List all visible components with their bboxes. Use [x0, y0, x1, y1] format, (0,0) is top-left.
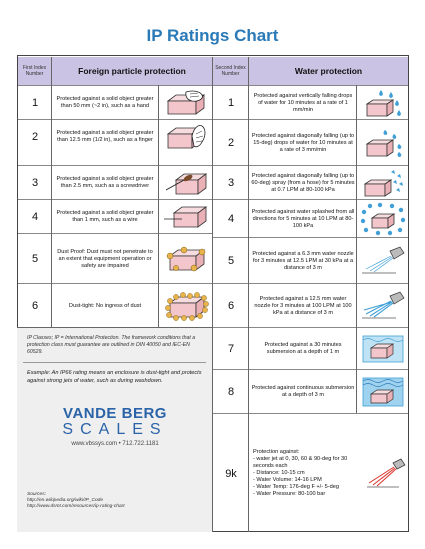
spray-icon [357, 166, 408, 200]
water-number: 3 [227, 177, 235, 189]
solid-number: 2 [31, 131, 39, 143]
solid-description: Protected against a solid object greater than 50 mm (~2 in), such as a hand [56, 96, 154, 109]
company-logo-name: VANDE BERG [63, 405, 167, 422]
deep-submersion-icon [357, 370, 408, 414]
solid-number: 5 [31, 253, 39, 265]
water-number: 6 [227, 300, 235, 312]
solid-description: Protected against a solid object greater than 2.5 mm, such as a screwdriver [56, 176, 154, 189]
solid-row [18, 165, 213, 199]
water-number: 4 [227, 213, 235, 225]
solid-number: 4 [31, 211, 39, 223]
solid-description: Protected against a solid object greater than 12.5 mm (1/2 in), such as a finger [56, 130, 154, 143]
header-foreign: Foreign particle protection [52, 57, 213, 85]
water-9k-line: Protection against: [253, 449, 300, 455]
water-9k-line: - Water Temp: 176-deg F +/- 5-deg [253, 484, 339, 490]
water-description: Protected against continuous submersion at a depth of 3 m [251, 385, 355, 398]
water-description: Protected against diagonally falling (up to 15-deg) drops of water for 10 minutes at a rate of 3 mm/min [251, 132, 355, 153]
diagonal-drops-icon [357, 120, 408, 166]
water-row [213, 283, 408, 327]
water-row [213, 327, 408, 369]
dust-few-icon [158, 234, 213, 284]
sources [27, 492, 207, 511]
water-number: 2 [227, 137, 235, 149]
solid-description: Dust-tight: No ingress of dust [68, 302, 142, 309]
solid-number: 1 [31, 97, 39, 109]
water-number: 9k [225, 467, 237, 480]
hot-jet-icon [363, 414, 408, 533]
water-number: 5 [227, 255, 235, 267]
hand-on-block-icon [158, 86, 213, 120]
company-contact: www.vbssys.com • 712.722.1181 [71, 441, 159, 447]
solid-row [18, 199, 213, 233]
header-second-index: Second Index Number [213, 57, 249, 85]
solid-description: Protected against a solid object greater than 1 mm, such as a wire [56, 210, 154, 223]
finger-on-block-icon [158, 120, 213, 154]
water-row [213, 85, 408, 119]
divider [212, 57, 213, 532]
water-9k-line: - water jet at 0, 30, 60 & 90-deg for 30 seconds each [253, 456, 348, 469]
dust-many-icon [158, 284, 213, 328]
header-first-index: First Index Number [18, 57, 52, 85]
vertical-drops-icon [357, 86, 408, 120]
water-row [213, 237, 408, 283]
water-description: Protected against a 30 minutes submersion at a depth of 1 m [264, 342, 342, 355]
water-description: Protected against water splashed from all directions for 5 minutes at 10 LPM at 80-100 kPa [251, 208, 355, 229]
solid-number: 6 [31, 300, 39, 312]
water-number: 7 [227, 343, 235, 355]
divider [23, 362, 206, 363]
solid-row [18, 85, 213, 119]
water-row [213, 199, 408, 237]
solid-row [18, 119, 213, 153]
water-row [213, 369, 408, 413]
ip-example-note: Example: An IP66 rating means an enclosure is dust-tight and protects against strong jets of water, such as during washdown. [27, 370, 202, 384]
solid-description: Dust Proof: Dust must not penetrate to an extent that equipment operation or safety are impaired [57, 248, 153, 269]
wire-icon [158, 200, 213, 234]
water-description: Protected against diagonally falling (up to 60-deg) spray (from a hose) for 5 minutes at 0.7 LPM at 80-100 kPa [251, 172, 355, 193]
header-water: Water protection [249, 57, 408, 85]
water-number: 8 [227, 386, 235, 398]
page-title: IP Ratings Chart [146, 26, 279, 45]
divider [158, 85, 159, 327]
water-9k-line: - Water Volume: 14-16 LPM [253, 477, 322, 483]
water-row [213, 119, 408, 165]
divider [356, 85, 357, 413]
solid-row [18, 233, 213, 283]
submersion-icon [357, 328, 408, 370]
water-description: Protected against vertically falling drops of water for 10 minutes at a rate of 1 mm/min [253, 92, 353, 113]
water-9k-line: - Water Pressure: 80-100 bar [253, 491, 326, 497]
water-description [253, 414, 365, 533]
splash-icon [357, 200, 408, 238]
sources-label: Sources: [27, 492, 46, 497]
water-row [213, 165, 408, 199]
water-number: 1 [227, 97, 235, 109]
source-link[interactable]: http://en.wikipedia.org/wiki/IP_Code [27, 498, 103, 504]
strong-nozzle-icon [357, 284, 408, 328]
ip-class-note: IP Classes; IP = International Protection. The framework conditions that a protection class must guarantee are outlined in DIN 40050 and IEC-EN 60529. [27, 335, 196, 355]
water-9k-line: - Distance: 10-15 cm [253, 470, 305, 476]
screwdriver-icon [158, 166, 213, 200]
water-description: Protected against a 6.3 mm water nozzle for 3 minutes at 12.5 LPM at 30 kPa at a distance of 3 m [252, 250, 354, 271]
company-logo-sub: SCALES [62, 421, 168, 438]
solid-number: 3 [31, 177, 39, 189]
source-link[interactable]: http://www.dsmt.com/resources/ip-rating-chart [27, 504, 125, 510]
water-row [213, 413, 408, 532]
solid-row [18, 283, 213, 327]
nozzle-icon [357, 238, 408, 284]
water-description: Protected against a 12.5 mm water nozzle for 3 minutes at 100 LPM at 100 kPa at a distance of 3 m [254, 295, 352, 316]
divider [51, 85, 52, 327]
divider [248, 85, 249, 532]
